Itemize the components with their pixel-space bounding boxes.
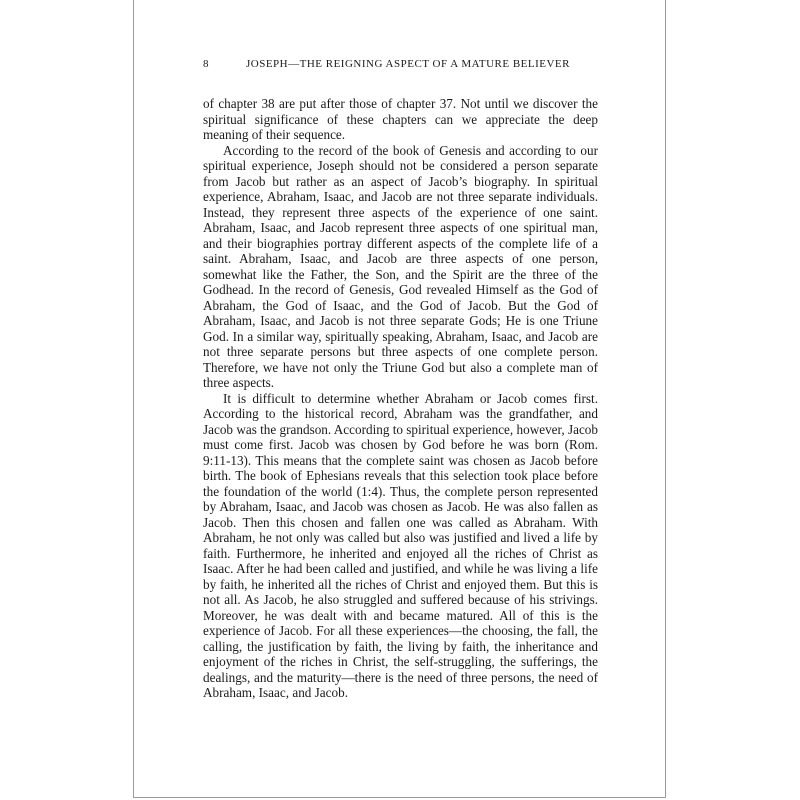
- paragraph: It is difficult to determine whether Abraham or Jacob comes first. According to the historical record, Abraham was the grandfather, and Jacob was the grandson. According to spiritual experience, however, Jacob must come first. Jacob was chosen by God before he was born (Rom. 9:11-13). This means that the complete saint was chosen as Jacob before birth. The book of Ephesians reveals that this selection took place before the foundation of the world (1:4). Thus, the complete person represented by Abraham, Isaac, and Jacob was chosen as Jacob. He was also fallen as Jacob. Then this chosen and fallen one was called as Abraham. With Abraham, he not only was called but also was justified and lived a life by faith. Furthermore, he inherited and enjoyed all the riches of Christ as Isaac. After he had been called and justified, and while he was living a life by faith, he inherited all the riches of Christ and enjoyed them. But this is not all. As Jacob, he also struggled and suffered because of his strivings. Moreover, he was dealt with and became matured. All of this is the experience of Jacob. For all these experiences—the choosing, the fall, the calling, the justification by faith, the living by faith, the inheritance and enjoyment of the riches in Christ, the self-struggling, the sufferings, the dealings, and the maturity—there is the need of three persons, the need of Abraham, Isaac, and Jacob.: [203, 390, 598, 700]
- paragraph-continued: of chapter 38 are put after those of chapter 37. Not until we discover the spiritual significance of these chapters can we appreciate the deep meaning of their sequence.: [203, 96, 598, 142]
- body-text: [203, 96, 598, 701]
- running-title: JOSEPH—THE REIGNING ASPECT OF A MATURE BELIEVER: [246, 58, 570, 70]
- running-head: [203, 58, 603, 72]
- page-number: 8: [203, 58, 209, 70]
- paragraph: According to the record of the book of Genesis and according to our spiritual experience, Joseph should not be considered a person separate from Jacob but rather as an aspect of Jacob’s biography. In spiritual experience, Abraham, Isaac, and Jacob are not three separate individuals. Instead, they represent three aspects of the experience of one saint. Abraham, Isaac, and Jacob represent three aspects of one spiritual man, and their biographies portray different aspects of the complete life of a saint. Abraham, Isaac, and Jacob are three aspects of one person, somewhat like the Father, the Son, and the Spirit are the three of the Godhead. In the record of Genesis, God revealed Himself as the God of Abraham, the God of Isaac, and the God of Jacob. But the God of Abraham, Isaac, and Jacob is not three separate Gods; He is one Triune God. In a similar way, spiritually speaking, Abraham, Isaac, and Jacob are not three separate persons but three aspects of one complete person. Therefore, we have not only the Triune God but also a complete man of three aspects.: [203, 142, 598, 390]
